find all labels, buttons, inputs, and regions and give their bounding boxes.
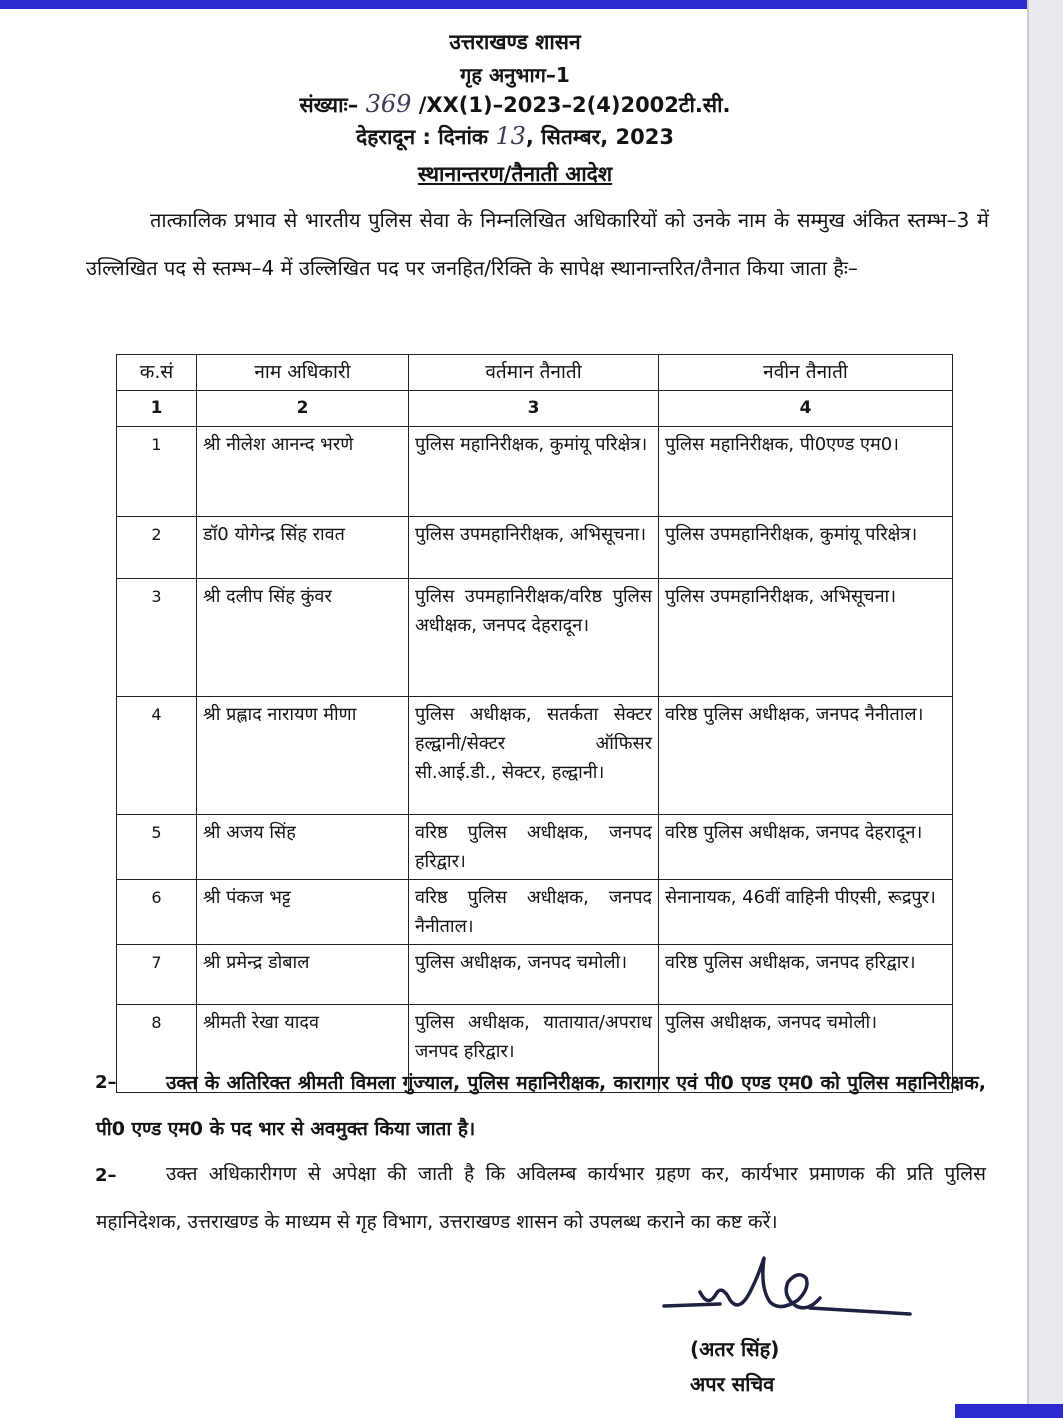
- table-header-row: [117, 355, 953, 391]
- top-accent-bar: [0, 0, 1063, 9]
- row-name: श्री नीलेश आनन्द भरणे: [197, 427, 409, 517]
- row-name: श्री दलीप सिंह कुंवर: [197, 579, 409, 697]
- row-sn: 4: [117, 697, 197, 815]
- row-sn: 1: [117, 427, 197, 517]
- col-number: 1: [117, 391, 197, 427]
- row-new: पुलिस महानिरीक्षक, पी0एण्ड एम0।: [659, 427, 953, 517]
- row-sn: 5: [117, 815, 197, 880]
- page-edge-margin: [1029, 0, 1063, 1418]
- bottom-accent-tab: [955, 1404, 1063, 1418]
- row-name: श्री अजय सिंह: [197, 815, 409, 880]
- table-row: [117, 880, 953, 945]
- signatory-designation: अपर सचिव: [690, 1372, 775, 1396]
- table-row: [117, 427, 953, 517]
- row-name: श्री प्रह्लाद नारायण मीणा: [197, 697, 409, 815]
- table-row: [117, 579, 953, 697]
- signatory-name: (अतर सिंह): [690, 1337, 780, 1361]
- row-new: पुलिस अधीक्षक, जनपद चमोली।: [659, 1005, 953, 1093]
- row-new: सेनानायक, 46वीं वाहिनी पीएसी, रूद्रपुर।: [659, 880, 953, 945]
- row-name: श्री प्रमेन्द्र डोबाल: [197, 945, 409, 1005]
- table-row: [117, 697, 953, 815]
- header-new-posting: नवीन तैनाती: [659, 355, 953, 391]
- row-current: पुलिस उपमहानिरीक्षक, अभिसूचना।: [409, 517, 659, 579]
- row-name: श्री पंकज भट्ट: [197, 880, 409, 945]
- row-new: वरिष्ठ पुलिस अधीक्षक, जनपद नैनीताल।: [659, 697, 953, 815]
- row-sn: 7: [117, 945, 197, 1005]
- government-heading: उत्तराखण्ड शासन: [449, 30, 581, 54]
- row-current: वरिष्ठ पुलिस अधीक्षक, जनपद हरिद्वार।: [409, 815, 659, 880]
- order-number-line: [0, 90, 1030, 119]
- para2-text: उक्त के अतिरिक्त श्रीमती विमला गुंज्याल, पुलिस महानिरीक्षक, कारागार एवं पी0 एण्ड एम0 को पुलिस महानिरीक्षक, पी0 एण्ड एम0 के पद भार से अवमुक्त किया जाता है।: [96, 1072, 986, 1140]
- row-current: पुलिस अधीक्षक, यातायात/अपराध जनपद हरिद्वार।: [409, 1005, 659, 1093]
- para3-text: उक्त अधिकारीगण से अपेक्षा की जाती है कि अविलम्ब कार्यभार ग्रहण कर, कार्यभार प्रमाणक की प्रति पुलिस महानिदेशक, उत्तराखण्ड के माध्यम से गृह विभाग, उत्तराखण्ड शासन को उपलब्ध कराने का कष्ट करें।: [96, 1163, 986, 1233]
- row-sn: 2: [117, 517, 197, 579]
- table-row: [117, 945, 953, 1005]
- para3-number: 2–: [95, 1165, 117, 1186]
- row-current: पुलिस उपमहानिरीक्षक/वरिष्ठ पुलिस अधीक्षक, जनपद देहरादून।: [409, 579, 659, 697]
- transfer-table: [116, 354, 953, 1093]
- row-current: पुलिस महानिरीक्षक, कुमांयू परिक्षेत्र।: [409, 427, 659, 517]
- date-rest: , सितम्बर, 2023: [525, 125, 674, 149]
- date-line: [0, 122, 1030, 151]
- row-sn: 8: [117, 1005, 197, 1093]
- row-new: वरिष्ठ पुलिस अधीक्षक, जनपद हरिद्वार।: [659, 945, 953, 1005]
- row-name: श्रीमती रेखा यादव: [197, 1005, 409, 1093]
- intro-paragraph: तात्कालिक प्रभाव से भारतीय पुलिस सेवा के निम्नलिखित अधिकारियों को उनके नाम के सम्मुख अंकित स्तम्भ–3 में उल्लिखित पद से स्तम्भ–4 में उल्लिखित पद पर जनहित/रिक्ति के सापेक्ष स्थानान्तरित/तैनात किया जाता हैः–: [86, 208, 989, 280]
- row-new: पुलिस उपमहानिरीक्षक, अभिसूचना।: [659, 579, 953, 697]
- section-heading: गृह अनुभाग–1: [460, 63, 570, 87]
- row-name: डॉ0 योगेन्द्र सिंह रावत: [197, 517, 409, 579]
- date-label: देहरादून : दिनांक: [356, 125, 489, 149]
- row-new: वरिष्ठ पुलिस अधीक्षक, जनपद देहरादून।: [659, 815, 953, 880]
- column-number-row: [117, 391, 953, 427]
- header-name: नाम अधिकारी: [197, 355, 409, 391]
- row-current: पुलिस अधीक्षक, सतर्कता सेक्टर हल्द्वानी/सेक्टर ऑफिसर सी.आई.डी., सेक्टर, हल्द्वानी।: [409, 697, 659, 815]
- handwritten-date: 13: [495, 122, 526, 150]
- handwritten-number: 369: [365, 90, 412, 118]
- para2-number: 2–: [95, 1072, 117, 1093]
- row-current: वरिष्ठ पुलिस अधीक्षक, जनपद नैनीताल।: [409, 880, 659, 945]
- row-sn: 6: [117, 880, 197, 945]
- order-title: स्थानान्तरण/तैनाती आदेश: [417, 162, 613, 186]
- col-number: 4: [659, 391, 953, 427]
- table-row: [117, 517, 953, 579]
- table-row: [117, 815, 953, 880]
- number-reference: /XX(1)–2023–2(4)2002टी.सी.: [418, 93, 731, 117]
- col-number: 3: [409, 391, 659, 427]
- header-sn: क.सं: [117, 355, 197, 391]
- header-current-posting: वर्तमान तैनाती: [409, 355, 659, 391]
- row-new: पुलिस उपमहानिरीक्षक, कुमांयू परिक्षेत्र।: [659, 517, 953, 579]
- col-number: 2: [197, 391, 409, 427]
- row-current: पुलिस अधीक्षक, जनपद चमोली।: [409, 945, 659, 1005]
- row-sn: 3: [117, 579, 197, 697]
- number-label: संख्याः–: [299, 93, 359, 117]
- signature-mark: [660, 1248, 920, 1328]
